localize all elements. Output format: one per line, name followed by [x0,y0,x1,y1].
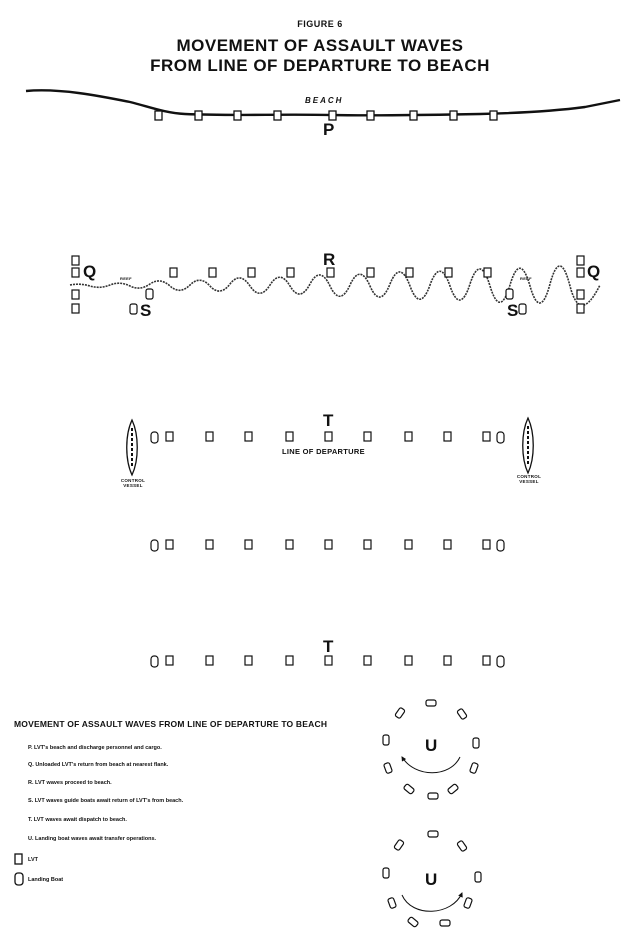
lvt-icon [209,268,216,277]
lvt-icon [170,268,177,277]
lvt-icon [484,268,491,277]
legend-title: MOVEMENT OF ASSAULT WAVES FROM LINE OF DEPARTURE TO BEACH [14,719,328,729]
lvt-icon [195,111,202,120]
reef-label-right: REEF [520,276,532,281]
diagram-title-line-2: FROM LINE OF DEPARTURE TO BEACH [150,56,490,75]
lvt-icon [155,111,162,120]
lvt-icon [445,268,452,277]
marker-s-left: S [140,301,152,320]
lvt-icon [367,111,374,120]
marker-s-right: S [507,301,519,320]
line-of-departure-wave [151,432,504,443]
lvt-icon [490,111,497,120]
lvt-icon [367,268,374,277]
control-vessel-label-right: CONTROL VESSEL [516,474,542,484]
lvt-icon [274,111,281,120]
legend-item-r: R. LVT waves proceed to beach. [28,780,112,786]
lvt-icon [234,111,241,120]
legend-item-u: U. Landing boat waves await transfer operations. [28,836,157,842]
marker-q-right: Q [587,262,601,281]
marker-t-lower: T [323,637,334,656]
marker-t-upper: T [323,411,334,430]
beach-label: BEACH [305,96,344,105]
line-of-departure-label: LINE OF DEPARTURE [282,447,365,456]
waiting-wave-row-2 [151,540,504,551]
legend-item-s: S. LVT waves guide boats await return of LVT's from beach. [28,798,184,804]
legend-landing-boat-label: Landing Boat [28,877,64,883]
marker-p: P [323,120,335,139]
waiting-wave-row-3 [151,656,504,667]
legend-item-t: T. LVT waves await dispatch to beach. [28,817,127,823]
marker-u-lower: U [425,870,438,889]
lvt-icon [410,111,417,120]
lvt-icon [450,111,457,120]
lvt-icon [406,268,413,277]
lvt-icon [248,268,255,277]
figure-label: FIGURE 6 [297,19,343,29]
legend-landing-boat-symbol [15,873,23,885]
legend-lvt-symbol [15,854,22,864]
lvt-icon [287,268,294,277]
legend-item-p: P. LVT's beach and discharge personnel and cargo. [28,745,162,751]
control-vessel-left [127,420,138,475]
control-vessel-right [523,418,534,473]
lvt-icon [329,111,336,120]
marker-r: R [323,250,336,269]
right-flank-lvts [577,256,584,313]
diagram-title-line-1: MOVEMENT OF ASSAULT WAVES [176,36,464,55]
marker-u-upper: U [425,736,438,755]
marker-q-left: Q [83,262,97,281]
reef-label-left: REEF [120,276,132,281]
legend-lvt-label: LVT [28,857,38,863]
control-vessel-label-left: CONTROL VESSEL [120,478,146,488]
legend-item-q: Q. Unloaded LVT's return from beach at nearest flank. [28,762,169,768]
